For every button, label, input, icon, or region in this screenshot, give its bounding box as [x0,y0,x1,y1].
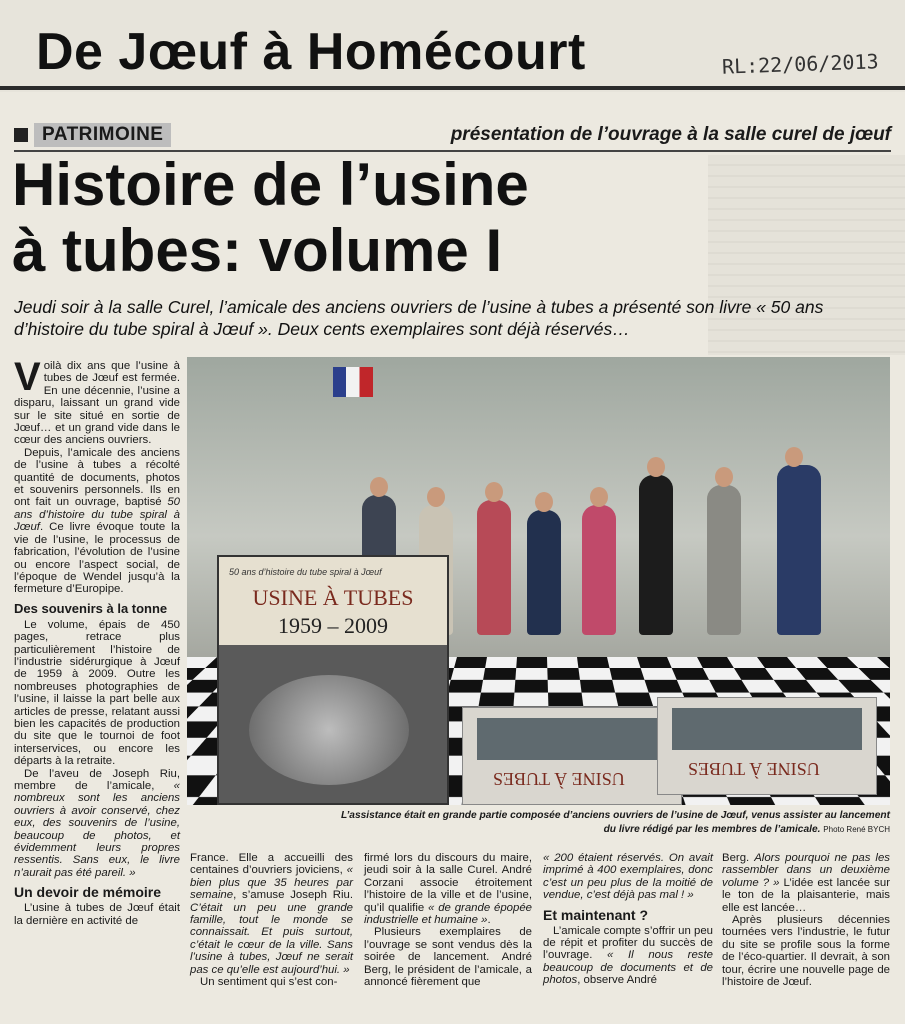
article-column-4 [543,852,713,987]
person [527,510,561,635]
person [707,485,741,635]
book-title: USINE À TUBES [252,585,414,610]
paragraph: France. Elle a accueilli des centaines d’ouvriers joviciens, « bien plus que 35 heures par semaine, s’amuse Joseph Riu. C’était un peu une grande famille, tout le monde se connaissait. Et puis surtout, c’était le cœur de la ville. Sans l’usine à tubes, Jœuf ne serait pas ce qu’elle est aujourd’hui. » [190,852,353,976]
subheading: Et maintenant ? [543,906,649,923]
photo-caption [330,809,890,837]
drop-cap: V [14,355,41,399]
book-stack [657,697,877,795]
paragraph: Depuis, l’amicale des anciens de l’usine à tubes a récolté quantité de documents, photos et souvenirs personnels. Ils en ont fait un ouvrage, baptisé 50 ans d’histoire du tube spiral à Jœuf. Ce livre évoque toute la vie de l’usine, le processus de fabrication, l’évolution de l’usine ou encore l’aspect social, de l’époque de Wendel jusqu’à la fermeture d’Europipe. [14,446,180,596]
book-stack-title: USINE À TUBES [688,759,820,779]
article-column-1 [14,355,180,927]
book-cover-image [249,675,409,785]
rubric-label: PATRIMOINE [34,123,171,147]
paragraph: Un sentiment qui s’est con- [200,976,338,989]
handwritten-date-stamp: RL:22/06/2013 [721,49,879,79]
article-photo [187,357,890,805]
person [777,465,821,635]
book-stack [462,707,682,805]
article-column-2 [190,852,353,988]
paragraph: Le volume, épais de 450 pages, retrace plus particulièrement l’histoire de l’industrie sidérurgique à Jœuf de 1959 à 2009. Outre les nombreuses photographies de l’usine, il laisse la part belle aux articles de presse, relatant aussi bien les capacités de production du site que le tournoi de foot interservices, ou encore les départs à la retraite. [14,618,180,768]
paragraph: Plusieurs exemplaires de l’ouvrage se sont vendus dès la soirée de lancement. André Berg, le président de l’amicale, a annoncé fièrement que [364,926,532,989]
photo-credit: Photo René BYCH [823,825,890,834]
subheading: Un devoir de mémoire [14,884,162,901]
article-lead: Jeudi soir à la salle Curel, l’amicale des anciens ouvriers de l’usine à tubes a présenté son livre « 50 ans d’histoire du tube spiral à Jœuf ». Deux cents exemplaires sont déjà réservés… [14,297,824,339]
paragraph: Après plusieurs décennies tournées vers l’industrie, le futur du site se profile sous la forme de l’éco-quartier. Il devrait, à son tour, écrire une nouvelle page de l’histoire de Jœuf. [722,914,890,989]
book-stack-title: USINE À TUBES [493,769,625,789]
article-title [12,152,712,284]
person [582,505,616,635]
paragraph: firmé lors du discours du maire, jeudi soir à la salle Curel. André Corzani associe étroitement l’histoire de la ville et de l’usine, qu’il qualifie « de grande épopée industrielle et humaine ». [364,852,533,927]
article-title-line1: Histoire de l’usine [12,151,529,218]
paragraph: « 200 étaient réservés. On avait imprimé à 400 exemplaires, donc c’est un peu plus de la moitié de vendue, c’est déjà pas mal ! » [543,852,713,902]
paragraph: Voilà dix ans que l’usine à tubes de Jœuf est fermée. En une décennie, l’usine a disparu, laissant un grand vide sur le site situé en sortie de Jœuf… et un grand vide dans le cœur des anciens ouvriers. [14,355,180,447]
paragraph: De l’aveu de Joseph Riu, membre de l’amicale, « nombreux sont les anciens ouvriers à avoir conservé, chez eux, des souvenirs de l’usine, beaucoup de photos, et évidemment leurs propres ressentis. Sans eux, le livre n’aurait pas été pareil. » [14,767,180,879]
article-column-3 [364,852,532,988]
book-in-hand [217,555,449,805]
article-title-line2: à tubes: volume I [12,217,503,284]
rubric [14,124,171,146]
subheading: Des souvenirs à la tonne [14,600,168,616]
paragraph: Berg. Alors pourquoi ne pas les rassembler dans un deuxième volume ? » L’idée est lancée sur le ton de la plaisanterie, mais elle est lancée… [722,852,891,914]
book-subtitle: 50 ans d’histoire du tube spiral à Jœuf [229,567,382,577]
town-headline: De Jœuf à Homécourt [36,23,586,81]
person [477,500,511,635]
caption-text: L’assistance était en grande partie composée d’anciens ouvriers de l’usine de Jœuf, venus assister au lancement du livre rédigé par les membres de l’amicale. [341,810,890,835]
rubric-square-icon [14,128,28,142]
header-rule [0,86,905,90]
rubric-subtitle: présentation de l’ouvrage à la salle curel de jœuf [450,124,891,145]
person [639,475,673,635]
book-years: 1959 – 2009 [278,613,388,638]
paragraph: L’amicale compte s’offrir un peu de répit et profiter du succès de l’ouvrage. « Il nous reste beaucoup de documents et de photos, observe André [543,924,713,987]
article-column-5 [722,852,890,988]
flag-icon [333,367,373,397]
paragraph: L’usine à tubes de Jœuf était la dernière en activité de [14,902,180,927]
